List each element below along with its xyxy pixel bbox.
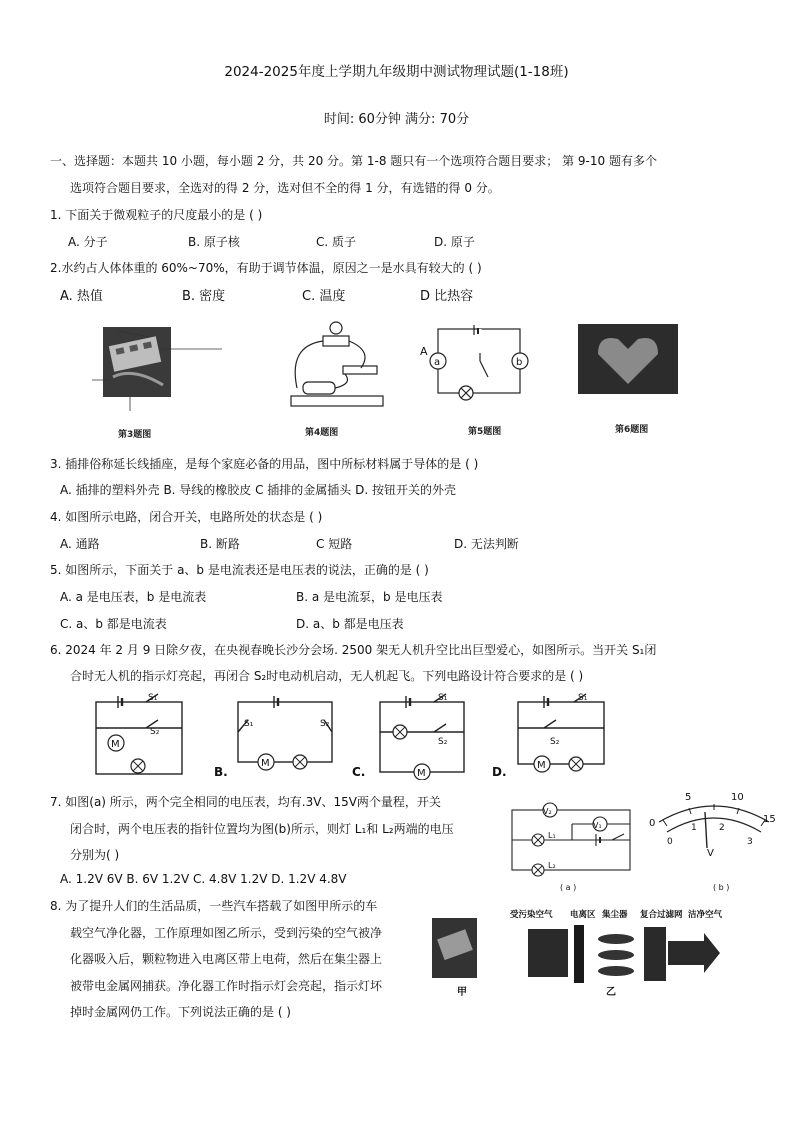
circuit-d-s2-label: S₂ bbox=[550, 737, 560, 747]
question-7-line2: 闭合时，两个电压表的指针位置均为图(b)所示，则灯 L₁和 L₂两端的电压 bbox=[70, 822, 454, 836]
section-instructions-line1: 一、选择题：本题共 10 小题，每小题 2 分，共 20 分。第 1-8 题只有一个选项符合题目要求； 第 9-10 题有多个 bbox=[50, 154, 657, 168]
figure-5-caption: 第5题图 bbox=[468, 427, 502, 437]
label-composite-filter: 复合过滤网 bbox=[640, 910, 683, 920]
question-7-figure-b-dial bbox=[645, 786, 783, 894]
question-2-option-a: A. 热值 bbox=[60, 289, 103, 304]
dial-unit: V bbox=[707, 848, 714, 859]
question-2-option-d: D 比热容 bbox=[420, 289, 474, 304]
air-purifier-principle-diagram bbox=[508, 905, 733, 1000]
meter-b-label: b bbox=[516, 357, 523, 368]
dial-bottom-2: 2 bbox=[719, 823, 725, 833]
figure-6-caption: 第6题图 bbox=[615, 425, 649, 435]
question-4-option-b: B. 断路 bbox=[200, 537, 240, 551]
question-5-option-a: A. a 是电压表，b 是电流表 bbox=[60, 590, 207, 604]
exam-time-score: 时间: 60分钟 满分: 70分 bbox=[323, 112, 470, 127]
figure-4-caption: 第4题图 bbox=[305, 428, 339, 438]
dial-bottom-0: 0 bbox=[667, 837, 673, 847]
meter-a-label: a bbox=[434, 357, 441, 368]
dial-top-10: 10 bbox=[731, 792, 744, 803]
question-8-line2: 载空气净化器，工作原理如图乙所示，受到污染的空气被净 bbox=[70, 926, 383, 940]
lamp-l1-label: L₁ bbox=[548, 831, 556, 840]
question-2-option-c: C. 温度 bbox=[302, 289, 346, 304]
figure-4-circuit-drawing bbox=[283, 316, 393, 416]
power-strip-label-lines bbox=[90, 325, 230, 420]
question-7-line1: 7. 如图(a) 所示，两个完全相同的电压表，均有.3V、15V两个量程，开关 bbox=[50, 795, 441, 809]
question-2-stem: 2.水约占人体体重的 60%~70%，有助于调节体温，原因之一是水具有较大的 ( ) bbox=[50, 261, 482, 275]
label-clean-air: 洁净空气 bbox=[688, 910, 723, 920]
circuit-option-d-letter: D. bbox=[492, 765, 507, 779]
circuit-a-s1-label: S₁ bbox=[148, 693, 158, 703]
circuit-a-s2-label: S₂ bbox=[150, 727, 160, 737]
voltmeter-v2-label: V₂ bbox=[543, 807, 552, 816]
question-1-stem: 1. 下面关于微观粒子的尺度最小的是 ( ) bbox=[50, 208, 263, 222]
question-7-figure-a bbox=[508, 794, 638, 894]
question-4-option-d: D. 无法判断 bbox=[454, 537, 519, 551]
figure-5-circuit-drawing bbox=[418, 325, 548, 405]
question-8-line4: 被带电金属网捕获。净化器工作时指示灯会亮起，指示灯坏 bbox=[70, 979, 383, 993]
circuit-option-b-letter: B. bbox=[214, 765, 228, 779]
question-7-options: A. 1.2V 6V B. 6V 1.2V C. 4.8V 1.2V D. 1.2V 4.8V bbox=[60, 872, 347, 886]
question-3-options: A. 插排的塑料外壳 B. 导线的橡胶皮 C 插排的金属插头 D. 按钮开关的外壳 bbox=[60, 483, 456, 497]
question-7-line3: 分别为( ) bbox=[70, 848, 120, 862]
figure-3-caption: 第3题图 bbox=[118, 430, 152, 440]
question-1-option-a: A. 分子 bbox=[68, 235, 108, 249]
question-5-option-c: C. a、b 都是电流表 bbox=[60, 617, 167, 631]
question-5-stem: 5. 如图所示，下面关于 a、b 是电流表还是电压表的说法，正确的是 ( ) bbox=[50, 563, 429, 577]
circuit-c-motor-label: M bbox=[417, 768, 426, 779]
lamp-l2-label: L₂ bbox=[548, 861, 556, 870]
circuit-d-motor-label: M bbox=[537, 760, 546, 771]
figure-a-caption: ( a ) bbox=[560, 883, 577, 892]
car-air-purifier-photo bbox=[432, 918, 477, 978]
circuit-a-motor-label: M bbox=[111, 739, 120, 750]
dial-top-15: 15 bbox=[763, 814, 776, 825]
dial-top-0: 0 bbox=[649, 818, 656, 829]
exam-title: 2024-2025年度上学期九年级期中测试物理试题(1-18班) bbox=[224, 64, 569, 80]
question-6-circuit-options bbox=[88, 688, 708, 780]
question-8-line1: 8. 为了提升人们的生活品质，一些汽车搭载了如图甲所示的车 bbox=[50, 899, 378, 913]
circuit-b-s2-label: S₂ bbox=[320, 719, 330, 729]
question-6-line1: 6. 2024 年 2 月 9 日除夕夜，在央视春晚长沙分会场. 2500 架无人机升空比出巨型爱心，如图所示。当开关 S₁闭 bbox=[50, 643, 657, 657]
question-8-line3: 化器吸入后，颗粒物进入电离区带上电荷，然后在集尘器上 bbox=[70, 952, 383, 966]
question-1-option-d: D. 原子 bbox=[434, 235, 475, 249]
circuit-b-s1-label: S₁ bbox=[244, 719, 254, 729]
question-5-option-d: D. a、b 都是电压表 bbox=[296, 617, 404, 631]
question-8-line5: 掉时金属网仍工作。下列说法正确的是 ( ) bbox=[70, 1005, 291, 1019]
drone-show-photo bbox=[578, 324, 678, 394]
question-6-line2: 合时无人机的指示灯亮起，再闭合 S₂时电动机启动，无人机起飞。下列电路设计符合要求的是 ( ) bbox=[70, 669, 584, 683]
label-ionization-zone: 电离区 bbox=[570, 910, 596, 920]
question-4-stem: 4. 如图所示电路，闭合开关，电路所处的状态是 ( ) bbox=[50, 510, 323, 524]
question-3-stem: 3. 插排俗称延长线插座，是每个家庭必备的用品，图中所标材料属于导体的是 ( ) bbox=[50, 457, 479, 471]
voltmeter-v1-label: V₁ bbox=[593, 821, 602, 830]
figure-yi-caption: 乙 bbox=[606, 987, 616, 998]
question-2-option-b: B. 密度 bbox=[182, 289, 226, 304]
circuit-c-s2-label: S₂ bbox=[438, 737, 448, 747]
question-1-option-b: B. 原子核 bbox=[188, 235, 240, 249]
circuit-c-s1-label: S₁ bbox=[438, 693, 448, 703]
label-dust-collector: 集尘器 bbox=[602, 910, 628, 920]
dial-bottom-1: 1 bbox=[691, 823, 697, 833]
circuit-option-c-letter: C. bbox=[352, 765, 366, 779]
dial-top-5: 5 bbox=[685, 792, 692, 803]
circuit-b-motor-label: M bbox=[261, 758, 270, 769]
figure-b-caption: ( b ) bbox=[713, 883, 730, 892]
dial-bottom-3: 3 bbox=[747, 837, 753, 847]
section-instructions-line2: 选项符合题目要求，全选对的得 2 分，选对但不全的得 1 分，有选错的得 0 分。 bbox=[70, 181, 500, 195]
question-1-option-c: C. 质子 bbox=[316, 235, 357, 249]
question-4-option-c: C 短路 bbox=[316, 537, 353, 551]
question-4-option-a: A. 通路 bbox=[60, 537, 100, 551]
circuit-d-s1-label: S₁ bbox=[578, 693, 588, 703]
label-polluted-air: 受污染空气 bbox=[510, 910, 553, 920]
figure-jia-caption: 甲 bbox=[457, 987, 467, 998]
figure-5-a-label: A bbox=[420, 345, 428, 358]
question-5-option-b: B. a 是电流泵，b 是电压表 bbox=[296, 590, 443, 604]
